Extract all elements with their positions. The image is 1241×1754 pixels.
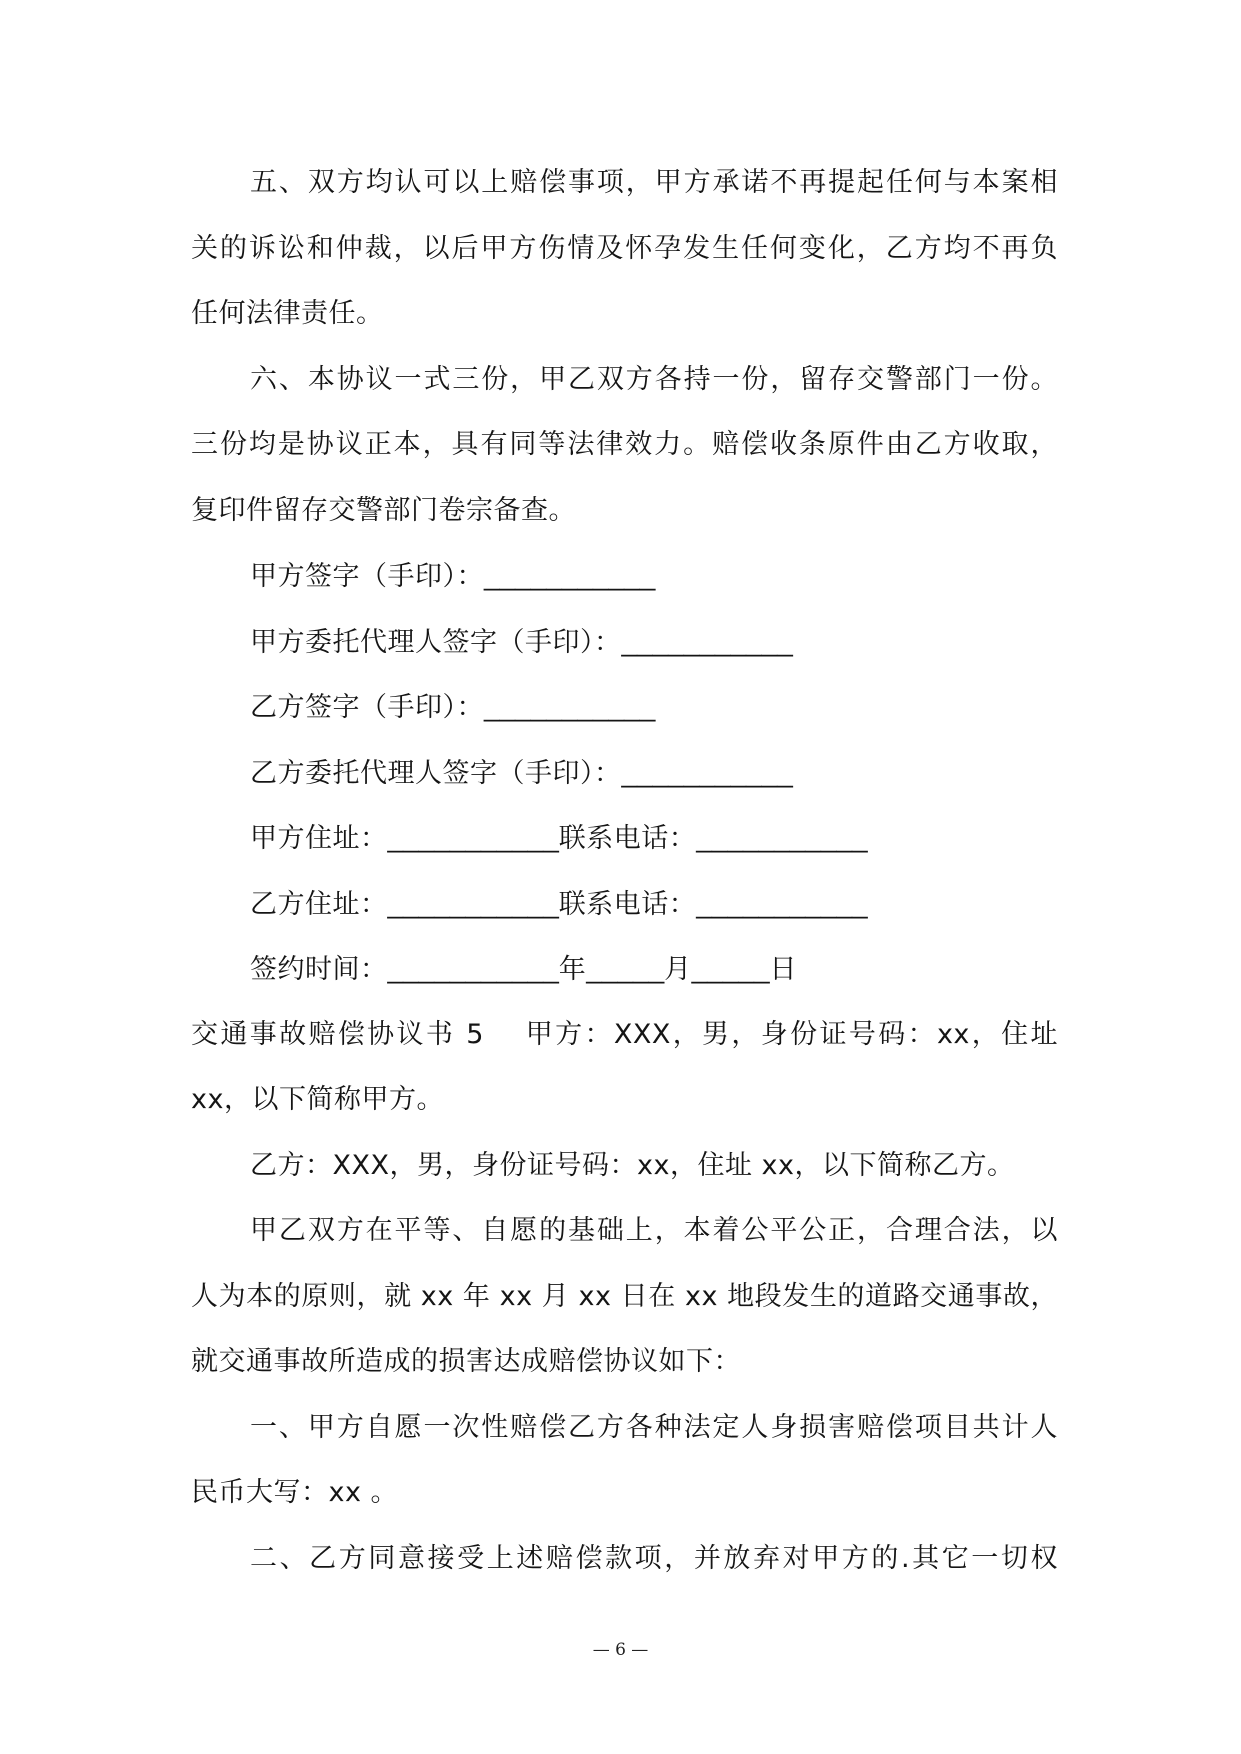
phone-blank: ___________	[696, 822, 868, 853]
clause-five-line: 任何法律责任。	[191, 298, 384, 329]
address-blank: ___________	[387, 822, 559, 853]
party-a-address-line	[191, 805, 1058, 871]
month-label: 月	[664, 954, 692, 985]
clause-six-line: 三份均是协议正本，具有同等法律效力。赔偿收条原件由乙方收取，	[191, 429, 1058, 460]
signature-label: 甲方委托代理人签字（手印）：	[250, 626, 622, 658]
signing-date-line	[191, 936, 1058, 1002]
agreement-title: 交通事故赔偿协议书 5	[191, 1018, 484, 1050]
clause-one-line: 一、甲方自愿一次性赔偿乙方各种法定人身损害赔偿项目共计人	[250, 1411, 1058, 1443]
party-b-signature-line	[191, 674, 1058, 740]
signature-blank: ___________	[621, 756, 793, 788]
phone-label: 联系电话：	[558, 888, 697, 920]
clause-one-line: 民币大写：xx 。	[191, 1477, 399, 1508]
clause-six-line: 六、本协议一式三份，甲乙双方各持一份，留存交警部门一份。	[250, 363, 1058, 395]
signature-label: 乙方委托代理人签字（手印）：	[250, 757, 622, 789]
year-label: 年	[558, 954, 587, 985]
address-blank: ___________	[387, 887, 559, 919]
clause-five-line: 关的诉讼和仲裁，以后甲方伤情及怀孕发生任何变化，乙方均不再负	[191, 232, 1058, 264]
party-b-agent-signature-line	[191, 740, 1058, 806]
clause-six-line: 复印件留存交警部门卷宗备查。	[191, 494, 576, 526]
signature-blank: ___________	[621, 625, 793, 657]
preamble-line: 就交通事故所造成的损害达成赔偿协议如下：	[191, 1346, 741, 1377]
party-b-line: 乙方：XXX，男，身份证号码：xx，住址 xx，以下简称乙方。	[250, 1149, 1015, 1181]
preamble-line: 人为本的原则，就 xx 年 xx 月 xx 日在 xx 地段发生的道路交通事故，	[191, 1280, 1058, 1312]
phone-blank: ___________	[696, 887, 868, 919]
clause-two-line: 二、乙方同意接受上述赔偿款项，并放弃对甲方的.其它一切权	[250, 1542, 1058, 1574]
clause-five-line: 五、双方均认可以上赔偿事项，甲方承诺不再提起任何与本案相	[250, 167, 1058, 198]
phone-label: 联系电话：	[558, 823, 697, 854]
signature-blank: ___________	[484, 560, 656, 591]
signing-date-label: 签约时间：	[250, 954, 388, 985]
day-blank: _____	[691, 953, 770, 984]
party-a-line: 甲方：XXX，男，身份证号码：xx，住址	[523, 1018, 1058, 1050]
signature-label: 甲方签字（手印）：	[250, 561, 484, 592]
party-a-line: xx，以下简称甲方。	[191, 1084, 444, 1115]
page-body	[191, 150, 1058, 1591]
page-number: — 6 —	[592, 1640, 649, 1660]
party-a-agent-signature-line	[191, 609, 1058, 675]
signature-blank: ___________	[484, 691, 656, 722]
party-b-address-line	[191, 871, 1058, 937]
signature-label: 乙方签字（手印）：	[250, 692, 484, 723]
address-label: 甲方住址：	[250, 823, 388, 854]
preamble-line: 甲乙双方在平等、自愿的基础上，本着公平公正，合理合法，以	[250, 1215, 1058, 1246]
year-blank: ___________	[387, 953, 559, 984]
month-blank: _____	[586, 953, 665, 984]
day-label: 日	[769, 954, 798, 985]
agreement-title-line	[191, 1002, 1058, 1068]
address-label: 乙方住址：	[250, 888, 388, 920]
party-a-signature-line	[191, 543, 1058, 609]
